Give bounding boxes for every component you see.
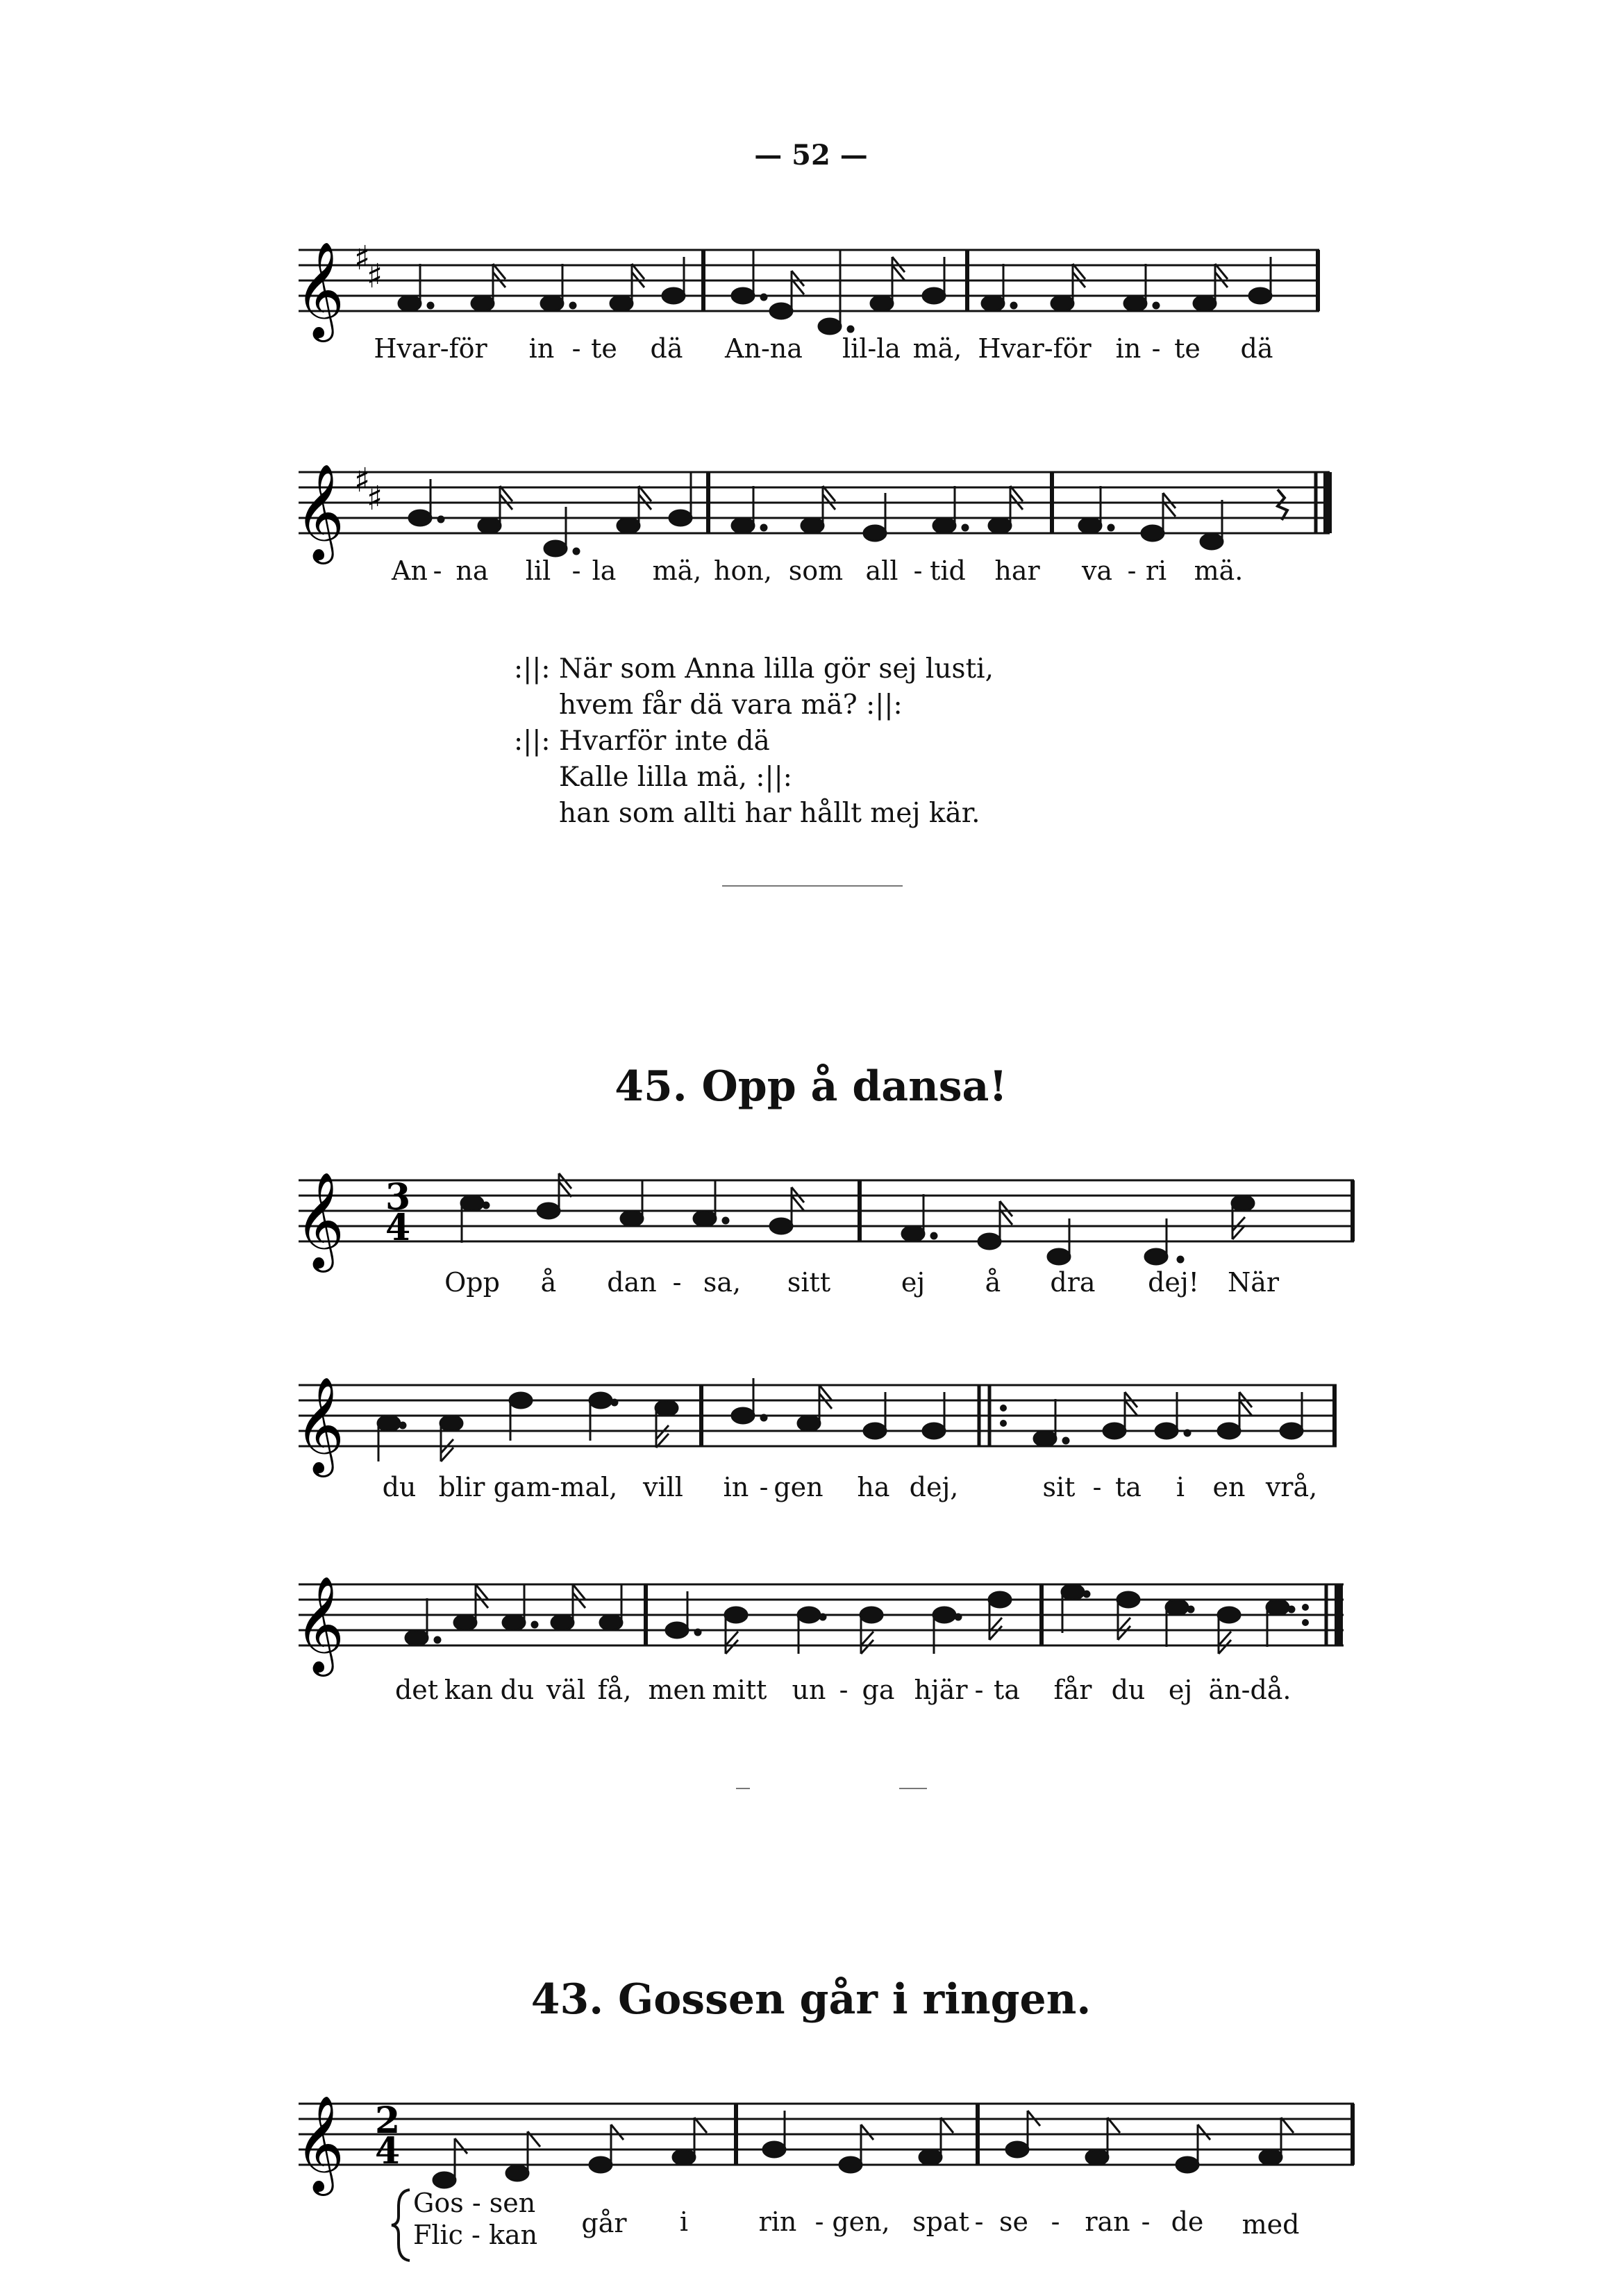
lyric-syllable: - <box>672 1267 682 1298</box>
lyric-syllable: mä. <box>1194 555 1244 586</box>
lyric-syllable: - <box>759 1472 769 1502</box>
notes-a1 <box>399 250 1271 334</box>
lyric-syllable: ej <box>1168 1675 1193 1705</box>
lyric-syllable: gam-mal, <box>493 1472 618 1502</box>
lyric-syllable: När <box>1227 1267 1280 1298</box>
lyric-syllable: en <box>1212 1472 1246 1502</box>
verse-text <box>514 651 994 832</box>
treble-clef-icon: 𝄞 <box>295 1377 344 1473</box>
lyric-syllable: med <box>1241 2209 1300 2240</box>
lyric-syllable: går <box>581 2208 627 2238</box>
lyric-syllable: spat <box>912 2206 969 2237</box>
lyric-syllable: la <box>592 555 617 586</box>
lyric-syllable: dej, <box>909 1472 959 1502</box>
lyric-syllable: har <box>994 555 1040 586</box>
lyric-syllable: Hvar-för <box>374 333 487 364</box>
lyric-syllable: blir <box>438 1472 485 1502</box>
repeat-dot <box>1000 1405 1007 1411</box>
song-title: 45. Opp å dansa! <box>614 1062 1008 1111</box>
staff-system-b3 <box>0 1570 1622 1709</box>
verse-line: :||: Hvarför inte dä <box>514 726 770 757</box>
lyric-syllable: du <box>382 1472 417 1502</box>
lyric-syllable: - <box>1127 555 1137 586</box>
lyric-syllable: sitt <box>787 1267 831 1298</box>
lyric-syllable: un <box>792 1675 826 1705</box>
lyric-syllable: vrå, <box>1265 1472 1318 1502</box>
print-artifact <box>736 1788 750 1789</box>
lyric-syllable: se <box>999 2206 1028 2237</box>
lyric-syllable: Opp <box>444 1267 500 1298</box>
lyric-syllable: gen, <box>832 2206 890 2237</box>
lyric-syllable: lil-la <box>842 333 901 364</box>
treble-clef-icon: 𝄞 <box>295 1172 344 1268</box>
brace-icon <box>389 2187 417 2263</box>
brace-lyrics <box>413 2187 537 2251</box>
lyric-syllable: - <box>974 1675 984 1705</box>
lyric-syllable: dej! <box>1148 1267 1199 1298</box>
lyric-syllable: men <box>648 1675 706 1705</box>
song-title: 43. Gossen går i ringen. <box>530 1975 1092 2024</box>
sharp-icon: ♯ <box>354 461 371 500</box>
repeat-dot <box>1302 1619 1309 1626</box>
repeat-dot <box>1000 1420 1007 1427</box>
lyric-syllable: rin <box>758 2206 797 2237</box>
lyric-syllable: mä, <box>652 555 702 586</box>
lyric-syllable: An-na <box>725 333 803 364</box>
treble-clef-icon: 𝄞 <box>295 242 344 338</box>
lyric-syllable: ran <box>1085 2206 1130 2237</box>
lyric-syllable: - <box>571 333 581 364</box>
verse-line: Kalle lilla mä, :||: <box>559 762 792 793</box>
lyric-syllable: - <box>913 555 923 586</box>
lyric-syllable: ri <box>1145 555 1167 586</box>
sharp-icon: ♯ <box>354 239 371 278</box>
lyric-syllable: - <box>1092 1472 1102 1502</box>
lyric-syllable: ej <box>901 1267 926 1298</box>
lyric-syllable: Hvar-för <box>978 333 1092 364</box>
rest-icon <box>1278 489 1287 520</box>
lyric-syllable: än-då. <box>1208 1675 1291 1705</box>
lyric-syllable: - <box>571 555 581 586</box>
lyric-syllable: - <box>814 2206 824 2237</box>
lyric-syllable: in <box>1115 333 1142 364</box>
lyric-alt-line: Flic - kan <box>413 2220 538 2250</box>
lyric-syllable: kan <box>444 1675 494 1705</box>
notes-b3 <box>406 1584 1294 1654</box>
print-artifact <box>899 1788 927 1789</box>
lyric-syllable: - <box>1151 333 1161 364</box>
lyric-syllable: du <box>1111 1675 1146 1705</box>
lyric-syllable: na <box>455 555 489 586</box>
lyric-syllable: å <box>985 1267 1001 1298</box>
lyric-syllable: mä, <box>912 333 962 364</box>
verse-line: han som allti har hållt mej kär. <box>559 798 980 829</box>
verse-line: :||: När som Anna lilla gör sej lusti, <box>514 653 994 685</box>
lyric-syllable: hjär <box>914 1675 968 1705</box>
page-number: — 52 — <box>754 139 868 171</box>
lyric-syllable: som <box>788 555 844 586</box>
treble-clef-icon: 𝄞 <box>295 464 344 560</box>
lyric-syllable: - <box>974 2206 984 2237</box>
lyric-syllable: sit <box>1042 1472 1076 1502</box>
lyric-syllable: väl <box>546 1675 586 1705</box>
lyric-syllable: - <box>1051 2206 1060 2237</box>
lyric-syllable: in <box>723 1472 749 1502</box>
lyric-syllable: få, <box>597 1675 632 1705</box>
staff-c1-notation <box>0 2090 1622 2229</box>
lyric-syllable: hon, <box>714 555 772 586</box>
lyric-syllable: sa, <box>703 1267 742 1298</box>
staff-a1-notation <box>0 236 1622 375</box>
lyric-syllable: vill <box>643 1472 683 1502</box>
lyric-syllable: An <box>392 555 428 586</box>
lyric-syllable: i <box>1176 1472 1185 1502</box>
print-artifact <box>722 885 903 887</box>
lyric-syllable: - <box>433 555 442 586</box>
time-signature-top: 3 <box>385 1176 411 1218</box>
repeat-dot <box>1302 1604 1309 1611</box>
lyric-syllable: - <box>1141 2206 1151 2237</box>
lyric-syllable: i <box>679 2206 689 2237</box>
lyric-syllable: dan <box>607 1267 657 1298</box>
notes-b2 <box>378 1378 1303 1461</box>
lyric-syllable: va <box>1081 555 1113 586</box>
treble-clef-icon: 𝄞 <box>295 2095 344 2192</box>
lyric-syllable: dra <box>1050 1267 1096 1298</box>
time-signature-top: 2 <box>375 2100 401 2142</box>
time-signature-bottom: 4 <box>385 1207 411 1249</box>
lyric-syllable: får <box>1053 1675 1092 1705</box>
verse-line: hvem får dä vara mä? :||: <box>559 689 903 721</box>
staff-system-a1 <box>0 236 1622 375</box>
staff-system-c1 <box>0 2090 1622 2296</box>
sharp-icon: ♯ <box>367 257 383 296</box>
lyric-syllable: ta <box>994 1675 1020 1705</box>
lyric-syllable: te <box>591 333 617 364</box>
lyric-alt-line: Gos - sen <box>413 2188 536 2218</box>
lyric-syllable: gen <box>774 1472 823 1502</box>
lyric-syllable: dä <box>1240 333 1273 364</box>
lyric-syllable: - <box>839 1675 848 1705</box>
lyric-syllable: ta <box>1115 1472 1142 1502</box>
lyric-syllable: te <box>1174 333 1201 364</box>
lyric-syllable: in <box>528 333 555 364</box>
lyric-syllable: dä <box>650 333 683 364</box>
lyric-syllable: tid <box>930 555 966 586</box>
lyric-syllable: å <box>540 1267 557 1298</box>
lyric-syllable: lil <box>525 555 551 586</box>
time-signature-bottom: 4 <box>375 2130 401 2172</box>
lyric-syllable: ha <box>857 1472 890 1502</box>
lyric-syllable: det <box>394 1675 439 1705</box>
staff-system-b2 <box>0 1371 1622 1510</box>
lyric-syllable: de <box>1171 2206 1204 2237</box>
treble-clef-icon: 𝄞 <box>295 1576 344 1673</box>
lyric-syllable: du <box>500 1675 535 1705</box>
lyric-syllable: all <box>865 555 898 586</box>
notes-a2 <box>409 472 1223 556</box>
lyric-syllable: mitt <box>712 1675 767 1705</box>
sharp-icon: ♯ <box>367 479 383 518</box>
staff-system-b1 <box>0 1166 1622 1305</box>
lyric-syllable: ga <box>862 1675 895 1705</box>
staff-system-a2 <box>0 458 1622 597</box>
